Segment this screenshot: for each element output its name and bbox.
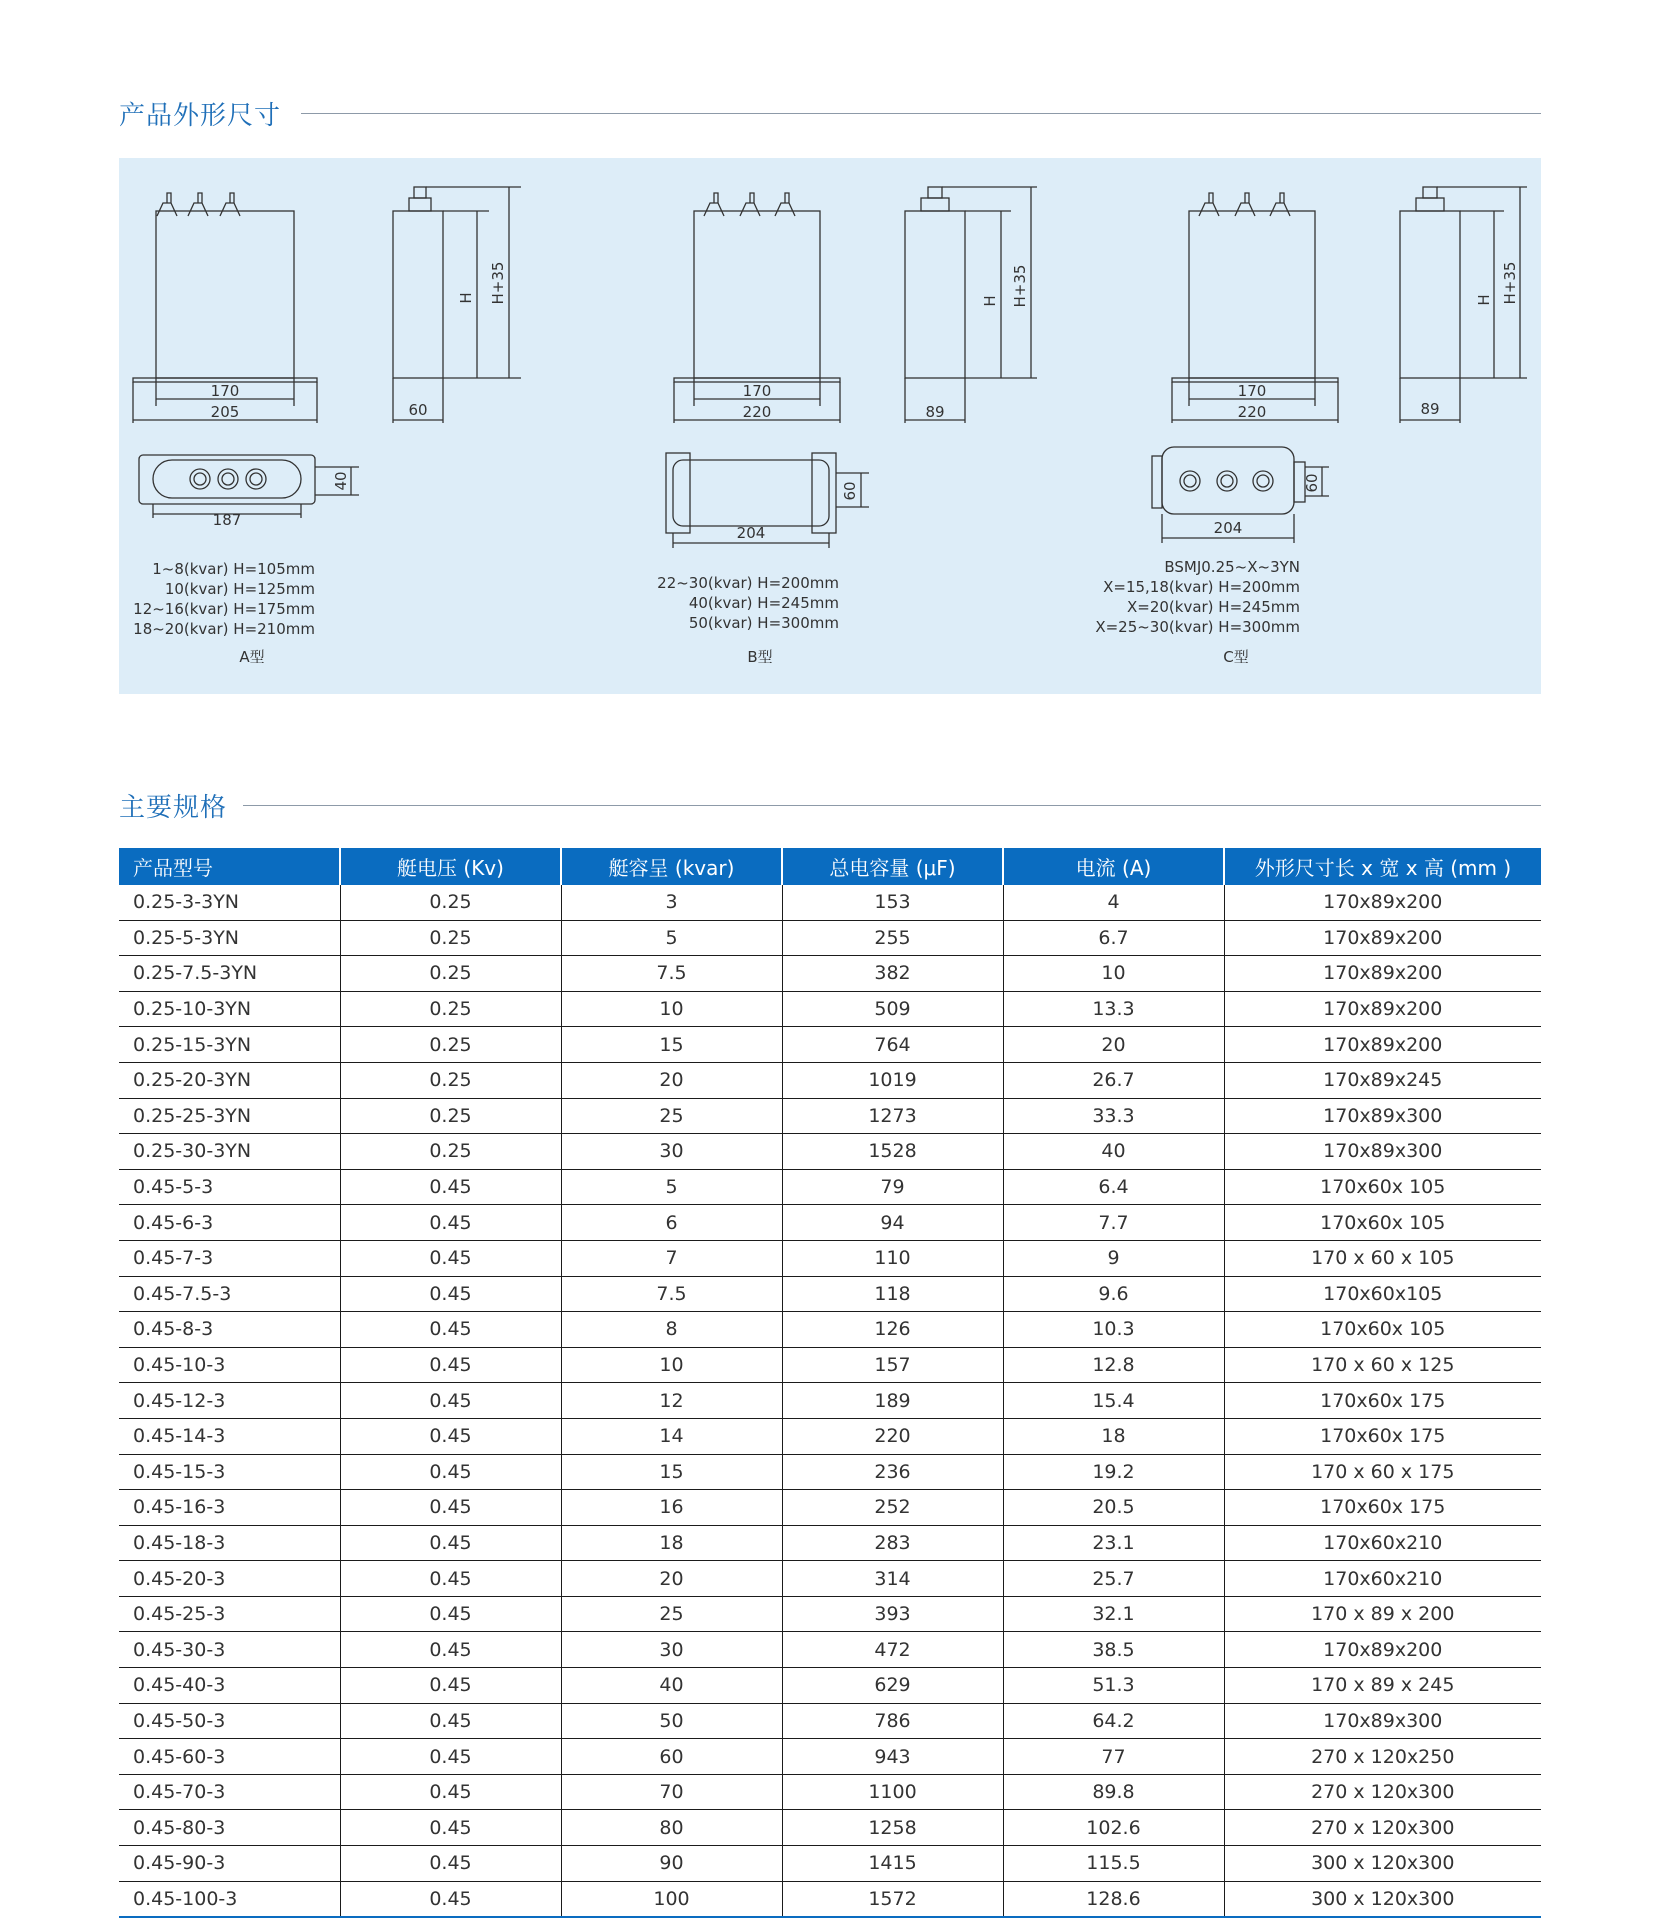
cell-voltage: 0.45 <box>340 1703 561 1739</box>
cell-dimensions: 170x60x 105 <box>1224 1312 1541 1348</box>
cell-capacity: 5 <box>561 1169 782 1205</box>
cell-current: 13.3 <box>1003 991 1224 1027</box>
cell-capacitance: 764 <box>782 1027 1003 1063</box>
cell-dimensions: 170x60x210 <box>1224 1561 1541 1597</box>
type-a-base-height-dim: 40 <box>332 471 350 491</box>
table-row <box>119 1490 1541 1526</box>
type-a-note-1: 1~8(kvar) H=105mm <box>152 560 315 578</box>
col-header-capacitance: 总电容量 (μF) <box>782 848 1003 885</box>
cell-current: 6.7 <box>1003 920 1224 956</box>
type-a-caption: A型 <box>239 648 265 666</box>
cell-model: 0.45-7.5-3 <box>119 1276 340 1312</box>
cell-model: 0.45-30-3 <box>119 1632 340 1668</box>
cell-current: 7.7 <box>1003 1205 1224 1241</box>
table-row <box>119 1276 1541 1312</box>
cell-voltage: 0.45 <box>340 1632 561 1668</box>
cell-model: 0.25-10-3YN <box>119 991 340 1027</box>
cell-capacitance: 1572 <box>782 1881 1003 1917</box>
cell-dimensions: 170x60x105 <box>1224 1276 1541 1312</box>
cell-voltage: 0.45 <box>340 1668 561 1704</box>
cell-capacity: 25 <box>561 1098 782 1134</box>
type-c-side-depth-dim: 89 <box>1420 400 1440 418</box>
cell-dimensions: 170x60x 175 <box>1224 1418 1541 1454</box>
cell-capacitance: 255 <box>782 920 1003 956</box>
cell-dimensions: 170x89x200 <box>1224 1027 1541 1063</box>
cell-dimensions: 170x60x 175 <box>1224 1490 1541 1526</box>
cell-voltage: 0.25 <box>340 991 561 1027</box>
cell-capacitance: 1258 <box>782 1810 1003 1846</box>
cell-capacitance: 629 <box>782 1668 1003 1704</box>
cell-capacity: 14 <box>561 1418 782 1454</box>
cell-model: 0.45-7-3 <box>119 1240 340 1276</box>
table-row <box>119 1774 1541 1810</box>
cell-current: 32.1 <box>1003 1596 1224 1632</box>
cell-capacitance: 314 <box>782 1561 1003 1597</box>
table-row <box>119 1739 1541 1775</box>
cell-capacitance: 153 <box>782 885 1003 920</box>
type-c-note-3: X=20(kvar) H=245mm <box>1126 598 1300 616</box>
cell-capacity: 20 <box>561 1062 782 1098</box>
cell-capacitance: 1100 <box>782 1774 1003 1810</box>
cell-capacitance: 1415 <box>782 1846 1003 1882</box>
cell-voltage: 0.25 <box>340 920 561 956</box>
cell-dimensions: 170x60x 105 <box>1224 1205 1541 1241</box>
cell-voltage: 0.45 <box>340 1312 561 1348</box>
table-row <box>119 1240 1541 1276</box>
cell-dimensions: 170x89x200 <box>1224 885 1541 920</box>
table-row <box>119 1383 1541 1419</box>
specs-title-divider <box>243 805 1541 806</box>
cell-dimensions: 170x60x210 <box>1224 1525 1541 1561</box>
cell-capacitance: 126 <box>782 1312 1003 1348</box>
cell-dimensions: 170x89x300 <box>1224 1703 1541 1739</box>
type-a-side-depth-dim: 60 <box>408 401 428 419</box>
cell-voltage: 0.45 <box>340 1810 561 1846</box>
cell-capacitance: 252 <box>782 1490 1003 1526</box>
table-row <box>119 1312 1541 1348</box>
cell-voltage: 0.45 <box>340 1490 561 1526</box>
col-header-capacity: 艇容呈 (kvar) <box>561 848 782 885</box>
cell-capacity: 6 <box>561 1205 782 1241</box>
table-row <box>119 956 1541 992</box>
cell-dimensions: 270 x 120x300 <box>1224 1774 1541 1810</box>
cell-current: 102.6 <box>1003 1810 1224 1846</box>
cell-capacity: 18 <box>561 1525 782 1561</box>
cell-dimensions: 170 x 89 x 200 <box>1224 1596 1541 1632</box>
cell-voltage: 0.45 <box>340 1525 561 1561</box>
cell-dimensions: 300 x 120x300 <box>1224 1846 1541 1882</box>
col-header-current: 电流 (A) <box>1003 848 1224 885</box>
col-header-voltage: 艇电压 (Kv) <box>340 848 561 885</box>
table-row <box>119 1561 1541 1597</box>
cell-current: 77 <box>1003 1739 1224 1775</box>
cell-current: 51.3 <box>1003 1668 1224 1704</box>
cell-capacitance: 382 <box>782 956 1003 992</box>
cell-model: 0.45-80-3 <box>119 1810 340 1846</box>
cell-capacity: 10 <box>561 991 782 1027</box>
cell-voltage: 0.25 <box>340 1134 561 1170</box>
type-b-note-1: 22~30(kvar) H=200mm <box>657 574 839 592</box>
type-b-drawing <box>657 187 1037 666</box>
cell-model: 0.25-7.5-3YN <box>119 956 340 992</box>
cell-model: 0.45-20-3 <box>119 1561 340 1597</box>
cell-current: 23.1 <box>1003 1525 1224 1561</box>
cell-model: 0.45-70-3 <box>119 1774 340 1810</box>
table-row <box>119 1454 1541 1490</box>
table-row <box>119 1846 1541 1882</box>
cell-capacity: 100 <box>561 1881 782 1917</box>
cell-dimensions: 170x89x300 <box>1224 1098 1541 1134</box>
table-row <box>119 1596 1541 1632</box>
cell-capacitance: 157 <box>782 1347 1003 1383</box>
cell-voltage: 0.45 <box>340 1454 561 1490</box>
type-b-front-inner-dim: 170 <box>742 382 772 400</box>
cell-capacity: 30 <box>561 1134 782 1170</box>
type-a-base-length-dim: 187 <box>212 511 242 529</box>
cell-capacity: 90 <box>561 1846 782 1882</box>
dimensions-title-divider <box>301 113 1541 114</box>
cell-model: 0.45-6-3 <box>119 1205 340 1241</box>
type-c-front-inner-dim: 170 <box>1237 382 1267 400</box>
table-row <box>119 920 1541 956</box>
cell-model: 0.25-20-3YN <box>119 1062 340 1098</box>
cell-current: 10 <box>1003 956 1224 992</box>
cell-current: 15.4 <box>1003 1383 1224 1419</box>
cell-voltage: 0.25 <box>340 885 561 920</box>
cell-capacity: 80 <box>561 1810 782 1846</box>
cell-capacity: 20 <box>561 1561 782 1597</box>
type-b-note-3: 50(kvar) H=300mm <box>688 614 839 632</box>
cell-voltage: 0.45 <box>340 1383 561 1419</box>
type-c-caption: C型 <box>1223 648 1249 666</box>
cell-current: 115.5 <box>1003 1846 1224 1882</box>
type-c-note-2: X=15,18(kvar) H=200mm <box>1103 578 1300 596</box>
cell-dimensions: 170x89x200 <box>1224 991 1541 1027</box>
cell-dimensions: 170x89x300 <box>1224 1134 1541 1170</box>
type-c-base-height-dim: 60 <box>1303 473 1321 493</box>
cell-voltage: 0.25 <box>340 1027 561 1063</box>
cell-capacity: 50 <box>561 1703 782 1739</box>
cell-dimensions: 170x60x 175 <box>1224 1383 1541 1419</box>
dimensions-section-title: 产品外形尺寸 <box>119 101 282 131</box>
table-row <box>119 1098 1541 1134</box>
cell-voltage: 0.45 <box>340 1881 561 1917</box>
cell-voltage: 0.25 <box>340 1098 561 1134</box>
cell-capacitance: 472 <box>782 1632 1003 1668</box>
table-row <box>119 1881 1541 1917</box>
table-header-row <box>119 848 1541 885</box>
cell-capacity: 15 <box>561 1027 782 1063</box>
cell-model: 0.45-5-3 <box>119 1169 340 1205</box>
cell-current: 19.2 <box>1003 1454 1224 1490</box>
type-a-note-3: 12~16(kvar) H=175mm <box>133 600 315 618</box>
cell-voltage: 0.45 <box>340 1774 561 1810</box>
table-row <box>119 1418 1541 1454</box>
cell-current: 6.4 <box>1003 1169 1224 1205</box>
type-c-note-4: X=25~30(kvar) H=300mm <box>1095 618 1300 636</box>
cell-capacity: 16 <box>561 1490 782 1526</box>
cell-model: 0.25-15-3YN <box>119 1027 340 1063</box>
type-c-drawing <box>1095 187 1527 666</box>
table-row <box>119 1703 1541 1739</box>
cell-voltage: 0.25 <box>340 956 561 992</box>
type-a-base-view <box>139 455 359 518</box>
cell-current: 20 <box>1003 1027 1224 1063</box>
cell-dimensions: 170x89x200 <box>1224 920 1541 956</box>
cell-current: 38.5 <box>1003 1632 1224 1668</box>
cell-voltage: 0.45 <box>340 1205 561 1241</box>
cell-model: 0.45-40-3 <box>119 1668 340 1704</box>
cell-model: 0.45-10-3 <box>119 1347 340 1383</box>
table-row <box>119 1205 1541 1241</box>
cell-current: 20.5 <box>1003 1490 1224 1526</box>
type-c-note-1: BSMJ0.25~X~3YN <box>1164 558 1300 576</box>
cell-capacity: 60 <box>561 1739 782 1775</box>
cell-capacity: 40 <box>561 1668 782 1704</box>
cell-model: 0.45-14-3 <box>119 1418 340 1454</box>
cell-model: 0.25-5-3YN <box>119 920 340 956</box>
table-row <box>119 1027 1541 1063</box>
cell-current: 12.8 <box>1003 1347 1224 1383</box>
type-b-h-label: H <box>981 295 999 307</box>
type-b-note-2: 40(kvar) H=245mm <box>688 594 839 612</box>
col-header-dimensions: 外形尺寸长 x 宽 x 高 (mm ) <box>1224 848 1541 885</box>
cell-voltage: 0.45 <box>340 1347 561 1383</box>
cell-capacity: 15 <box>561 1454 782 1490</box>
cell-dimensions: 170 x 60 x 105 <box>1224 1240 1541 1276</box>
cell-dimensions: 170 x 89 x 245 <box>1224 1668 1541 1704</box>
type-b-base-view <box>666 453 869 548</box>
cell-voltage: 0.45 <box>340 1418 561 1454</box>
cell-model: 0.45-8-3 <box>119 1312 340 1348</box>
cell-voltage: 0.45 <box>340 1240 561 1276</box>
cell-voltage: 0.45 <box>340 1596 561 1632</box>
type-c-front-outer-dim: 220 <box>1237 403 1267 421</box>
cell-current: 33.3 <box>1003 1098 1224 1134</box>
dimension-drawings-panel <box>119 158 1541 694</box>
table-row <box>119 1134 1541 1170</box>
cell-dimensions: 170x89x245 <box>1224 1062 1541 1098</box>
cell-capacitance: 220 <box>782 1418 1003 1454</box>
type-a-front-inner-dim: 170 <box>210 382 240 400</box>
cell-capacity: 7 <box>561 1240 782 1276</box>
cell-model: 0.45-15-3 <box>119 1454 340 1490</box>
type-c-h35-label: H+35 <box>1501 261 1519 305</box>
cell-current: 9 <box>1003 1240 1224 1276</box>
type-a-note-2: 10(kvar) H=125mm <box>164 580 315 598</box>
cell-capacitance: 94 <box>782 1205 1003 1241</box>
cell-current: 40 <box>1003 1134 1224 1170</box>
type-b-base-height-dim: 60 <box>841 481 859 501</box>
cell-voltage: 0.45 <box>340 1739 561 1775</box>
dimension-drawings-svg <box>119 158 1541 694</box>
cell-voltage: 0.25 <box>340 1062 561 1098</box>
cell-capacity: 7.5 <box>561 956 782 992</box>
table-row <box>119 1668 1541 1704</box>
cell-capacity: 5 <box>561 920 782 956</box>
cell-capacitance: 110 <box>782 1240 1003 1276</box>
cell-capacity: 7.5 <box>561 1276 782 1312</box>
cell-voltage: 0.45 <box>340 1561 561 1597</box>
cell-capacity: 10 <box>561 1347 782 1383</box>
type-a-drawing <box>133 187 521 666</box>
cell-dimensions: 170 x 60 x 125 <box>1224 1347 1541 1383</box>
cell-capacitance: 943 <box>782 1739 1003 1775</box>
table-row <box>119 1525 1541 1561</box>
cell-capacitance: 786 <box>782 1703 1003 1739</box>
cell-capacitance: 1528 <box>782 1134 1003 1170</box>
type-b-base-length-dim: 204 <box>736 524 766 542</box>
spec-table-body <box>119 885 1541 1917</box>
cell-capacity: 12 <box>561 1383 782 1419</box>
cell-model: 0.45-100-3 <box>119 1881 340 1917</box>
specs-section-title: 主要规格 <box>119 793 228 823</box>
table-row <box>119 1347 1541 1383</box>
cell-model: 0.25-3-3YN <box>119 885 340 920</box>
type-c-base-length-dim: 204 <box>1213 519 1243 537</box>
cell-dimensions: 300 x 120x300 <box>1224 1881 1541 1917</box>
cell-capacity: 3 <box>561 885 782 920</box>
type-a-h35-label: H+35 <box>489 261 507 305</box>
cell-current: 4 <box>1003 885 1224 920</box>
table-row <box>119 1169 1541 1205</box>
cell-capacitance: 393 <box>782 1596 1003 1632</box>
cell-capacitance: 189 <box>782 1383 1003 1419</box>
cell-voltage: 0.45 <box>340 1169 561 1205</box>
cell-current: 25.7 <box>1003 1561 1224 1597</box>
cell-capacitance: 283 <box>782 1525 1003 1561</box>
cell-current: 9.6 <box>1003 1276 1224 1312</box>
cell-current: 10.3 <box>1003 1312 1224 1348</box>
cell-current: 89.8 <box>1003 1774 1224 1810</box>
cell-dimensions: 170 x 60 x 175 <box>1224 1454 1541 1490</box>
spec-table <box>119 848 1541 1918</box>
table-row <box>119 885 1541 920</box>
cell-current: 18 <box>1003 1418 1224 1454</box>
cell-model: 0.25-25-3YN <box>119 1098 340 1134</box>
cell-capacity: 8 <box>561 1312 782 1348</box>
cell-capacitance: 509 <box>782 991 1003 1027</box>
type-b-side-depth-dim: 89 <box>925 403 945 421</box>
cell-dimensions: 170x89x200 <box>1224 1632 1541 1668</box>
type-b-h35-label: H+35 <box>1011 264 1029 308</box>
cell-capacitance: 118 <box>782 1276 1003 1312</box>
cell-capacitance: 1019 <box>782 1062 1003 1098</box>
cell-model: 0.45-18-3 <box>119 1525 340 1561</box>
cell-model: 0.45-90-3 <box>119 1846 340 1882</box>
cell-capacity: 70 <box>561 1774 782 1810</box>
cell-current: 26.7 <box>1003 1062 1224 1098</box>
cell-model: 0.45-60-3 <box>119 1739 340 1775</box>
cell-dimensions: 170x89x200 <box>1224 956 1541 992</box>
cell-capacitance: 1273 <box>782 1098 1003 1134</box>
type-c-h-label: H <box>1475 294 1493 306</box>
type-b-front-outer-dim: 220 <box>742 403 772 421</box>
cell-model: 0.45-50-3 <box>119 1703 340 1739</box>
cell-dimensions: 270 x 120x250 <box>1224 1739 1541 1775</box>
type-a-note-4: 18~20(kvar) H=210mm <box>133 620 315 638</box>
cell-capacity: 30 <box>561 1632 782 1668</box>
cell-dimensions: 270 x 120x300 <box>1224 1810 1541 1846</box>
cell-capacity: 25 <box>561 1596 782 1632</box>
table-row <box>119 1062 1541 1098</box>
table-row <box>119 1632 1541 1668</box>
col-header-model: 产品型号 <box>119 848 340 885</box>
type-b-caption: B型 <box>747 648 773 666</box>
cell-model: 0.45-25-3 <box>119 1596 340 1632</box>
cell-dimensions: 170x60x 105 <box>1224 1169 1541 1205</box>
cell-current: 128.6 <box>1003 1881 1224 1917</box>
cell-model: 0.45-12-3 <box>119 1383 340 1419</box>
table-row <box>119 1810 1541 1846</box>
table-row <box>119 991 1541 1027</box>
cell-model: 0.25-30-3YN <box>119 1134 340 1170</box>
cell-capacitance: 79 <box>782 1169 1003 1205</box>
cell-current: 64.2 <box>1003 1703 1224 1739</box>
cell-voltage: 0.45 <box>340 1846 561 1882</box>
type-a-front-outer-dim: 205 <box>210 403 240 421</box>
cell-voltage: 0.45 <box>340 1276 561 1312</box>
type-a-h-label: H <box>457 292 475 304</box>
cell-model: 0.45-16-3 <box>119 1490 340 1526</box>
cell-capacitance: 236 <box>782 1454 1003 1490</box>
